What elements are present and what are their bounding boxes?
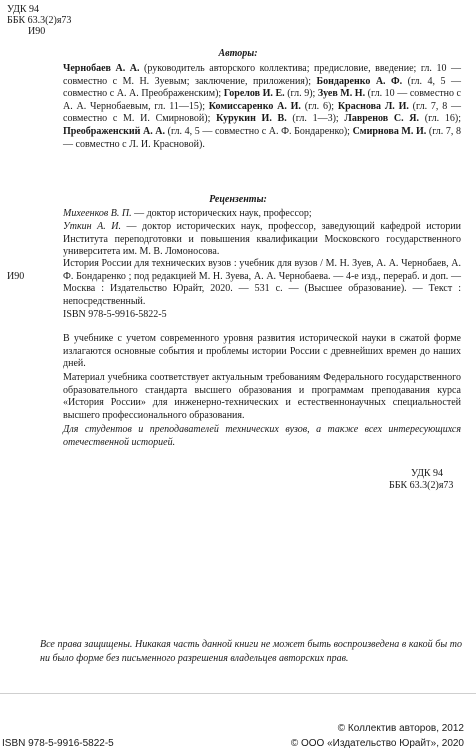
reviewers-heading: Рецензенты: — [209, 194, 267, 205]
catalog-isbn: ISBN 978-5-9916-5822-5 — [63, 309, 167, 320]
author-role: (гл. 9); — [284, 88, 318, 100]
author-role: (гл. 16); — [419, 113, 461, 125]
author-sign: И90 — [28, 26, 46, 37]
author-role: (гл. 7, 8 — совместно с М. И. Смирновой); — [63, 100, 461, 125]
bbk-line: ББК 63.3(2)я73 — [7, 15, 72, 26]
author-role: (гл. 4, 5 — совместно с А. Ф. Бондаренко); — [165, 125, 353, 137]
author-name: Зуев М. Н. — [317, 88, 366, 100]
abstract-p1: В учебнике с учетом современного уровня развития исторической науки в сжатой форме излагаются основные события и проблемы истории России с древнейших времен до наших дней. — [63, 333, 461, 370]
catalog-text: История России для технических вузов : учебник для вузов / М. Н. Зуев, А. А. Чернобаев, А. Ф. Бондаренко ; под редакцией М. Н. Зуева, А. А. Чернобаева. — 4-е изд., перераб. и доп. — Москва : Издательство Юрайт, 2020. — 531 с. — (Высшее образование). — Текст : непосредственный. — [63, 258, 461, 307]
author-role: (гл. 1—3); — [286, 113, 345, 125]
reviewer-1-name: Михеенков В. П. — [63, 208, 132, 219]
reviewer-2 — [63, 221, 461, 259]
footer-isbn: ISBN 978-5-9916-5822-5 — [2, 738, 114, 749]
author-name: Бондаренко А. Ф. — [316, 75, 403, 87]
divider — [0, 693, 476, 694]
author-name: Лавренов С. Я. — [344, 113, 420, 125]
bbk-right-line: ББК 63.3(2)я73 — [389, 479, 454, 491]
author-name: Краснова Л. И. — [337, 100, 409, 112]
reviewer-1-text: — доктор исторических наук, профессор; — [131, 208, 312, 219]
rights-notice: Все права защищены. Никакая часть данной книги не может быть воспроизведена в какой бы то ни было форме без письменного разрешения владельцев авторских прав. — [40, 639, 462, 664]
udk-right-line: УДК 94 — [411, 468, 444, 479]
catalog-sign: И90 — [7, 271, 25, 282]
author-role: (гл. 7, 8 — совместно с Л. И. Красновой). — [63, 125, 461, 150]
author-role: (гл. 4, 5 — совместно с А. А. Преображенским); — [63, 75, 462, 100]
author-name: Преображенский А. А. — [63, 125, 166, 137]
footer-copyright-2: © ООО «Издательство Юрайт», 2020 — [290, 738, 464, 749]
abstract-p3: Для студентов и преподавателей технических вузов, а также всех интересующихся отечественной историей. — [63, 424, 461, 448]
udk-right-block — [389, 468, 459, 491]
udk-line: УДК 94 — [7, 4, 40, 15]
footer-copyright-1: © Коллектив авторов, 2012 — [337, 723, 464, 734]
reviewer-2-text: — доктор исторических наук, профессор, заведующий кафедрой истории Института переподготовки и повышения квалификации Московского государственного университета им. М. В. Ломоносова. — [63, 221, 461, 258]
author-role: (гл. 6); — [300, 100, 338, 112]
authors-paragraph — [63, 63, 461, 151]
author-name: Комиссаренко А. И. — [208, 100, 301, 112]
author-name: Смирнова М. И. — [352, 125, 427, 137]
author-name: Курукин И. В. — [216, 113, 287, 125]
reviewer-1 — [63, 208, 461, 221]
author-role: (руководитель авторского коллектива; предисловие, введение; гл. 10 — совместно с М. Н. Зуевым; заключение, приложения); — [63, 63, 462, 87]
abstract-p2: Материал учебника соответствует актуальным требованиям Федерального государственного образовательного стандарта высшего образования и программам преподавания курса «История России» для инженерно-технических и естественнонаучных специальностей высшего профессионального образования. — [63, 372, 461, 421]
udk-block — [7, 4, 127, 37]
authors-heading: Авторы: — [218, 48, 258, 59]
author-name: Чернобаев А. А. — [63, 63, 140, 74]
reviewer-2-name: Уткин А. И. — [63, 221, 121, 232]
author-role: (гл. 10 — совместно с А. А. Чернобаевым, гл. 11—15); — [63, 88, 461, 112]
author-name: Горелов И. Е. — [223, 88, 285, 100]
